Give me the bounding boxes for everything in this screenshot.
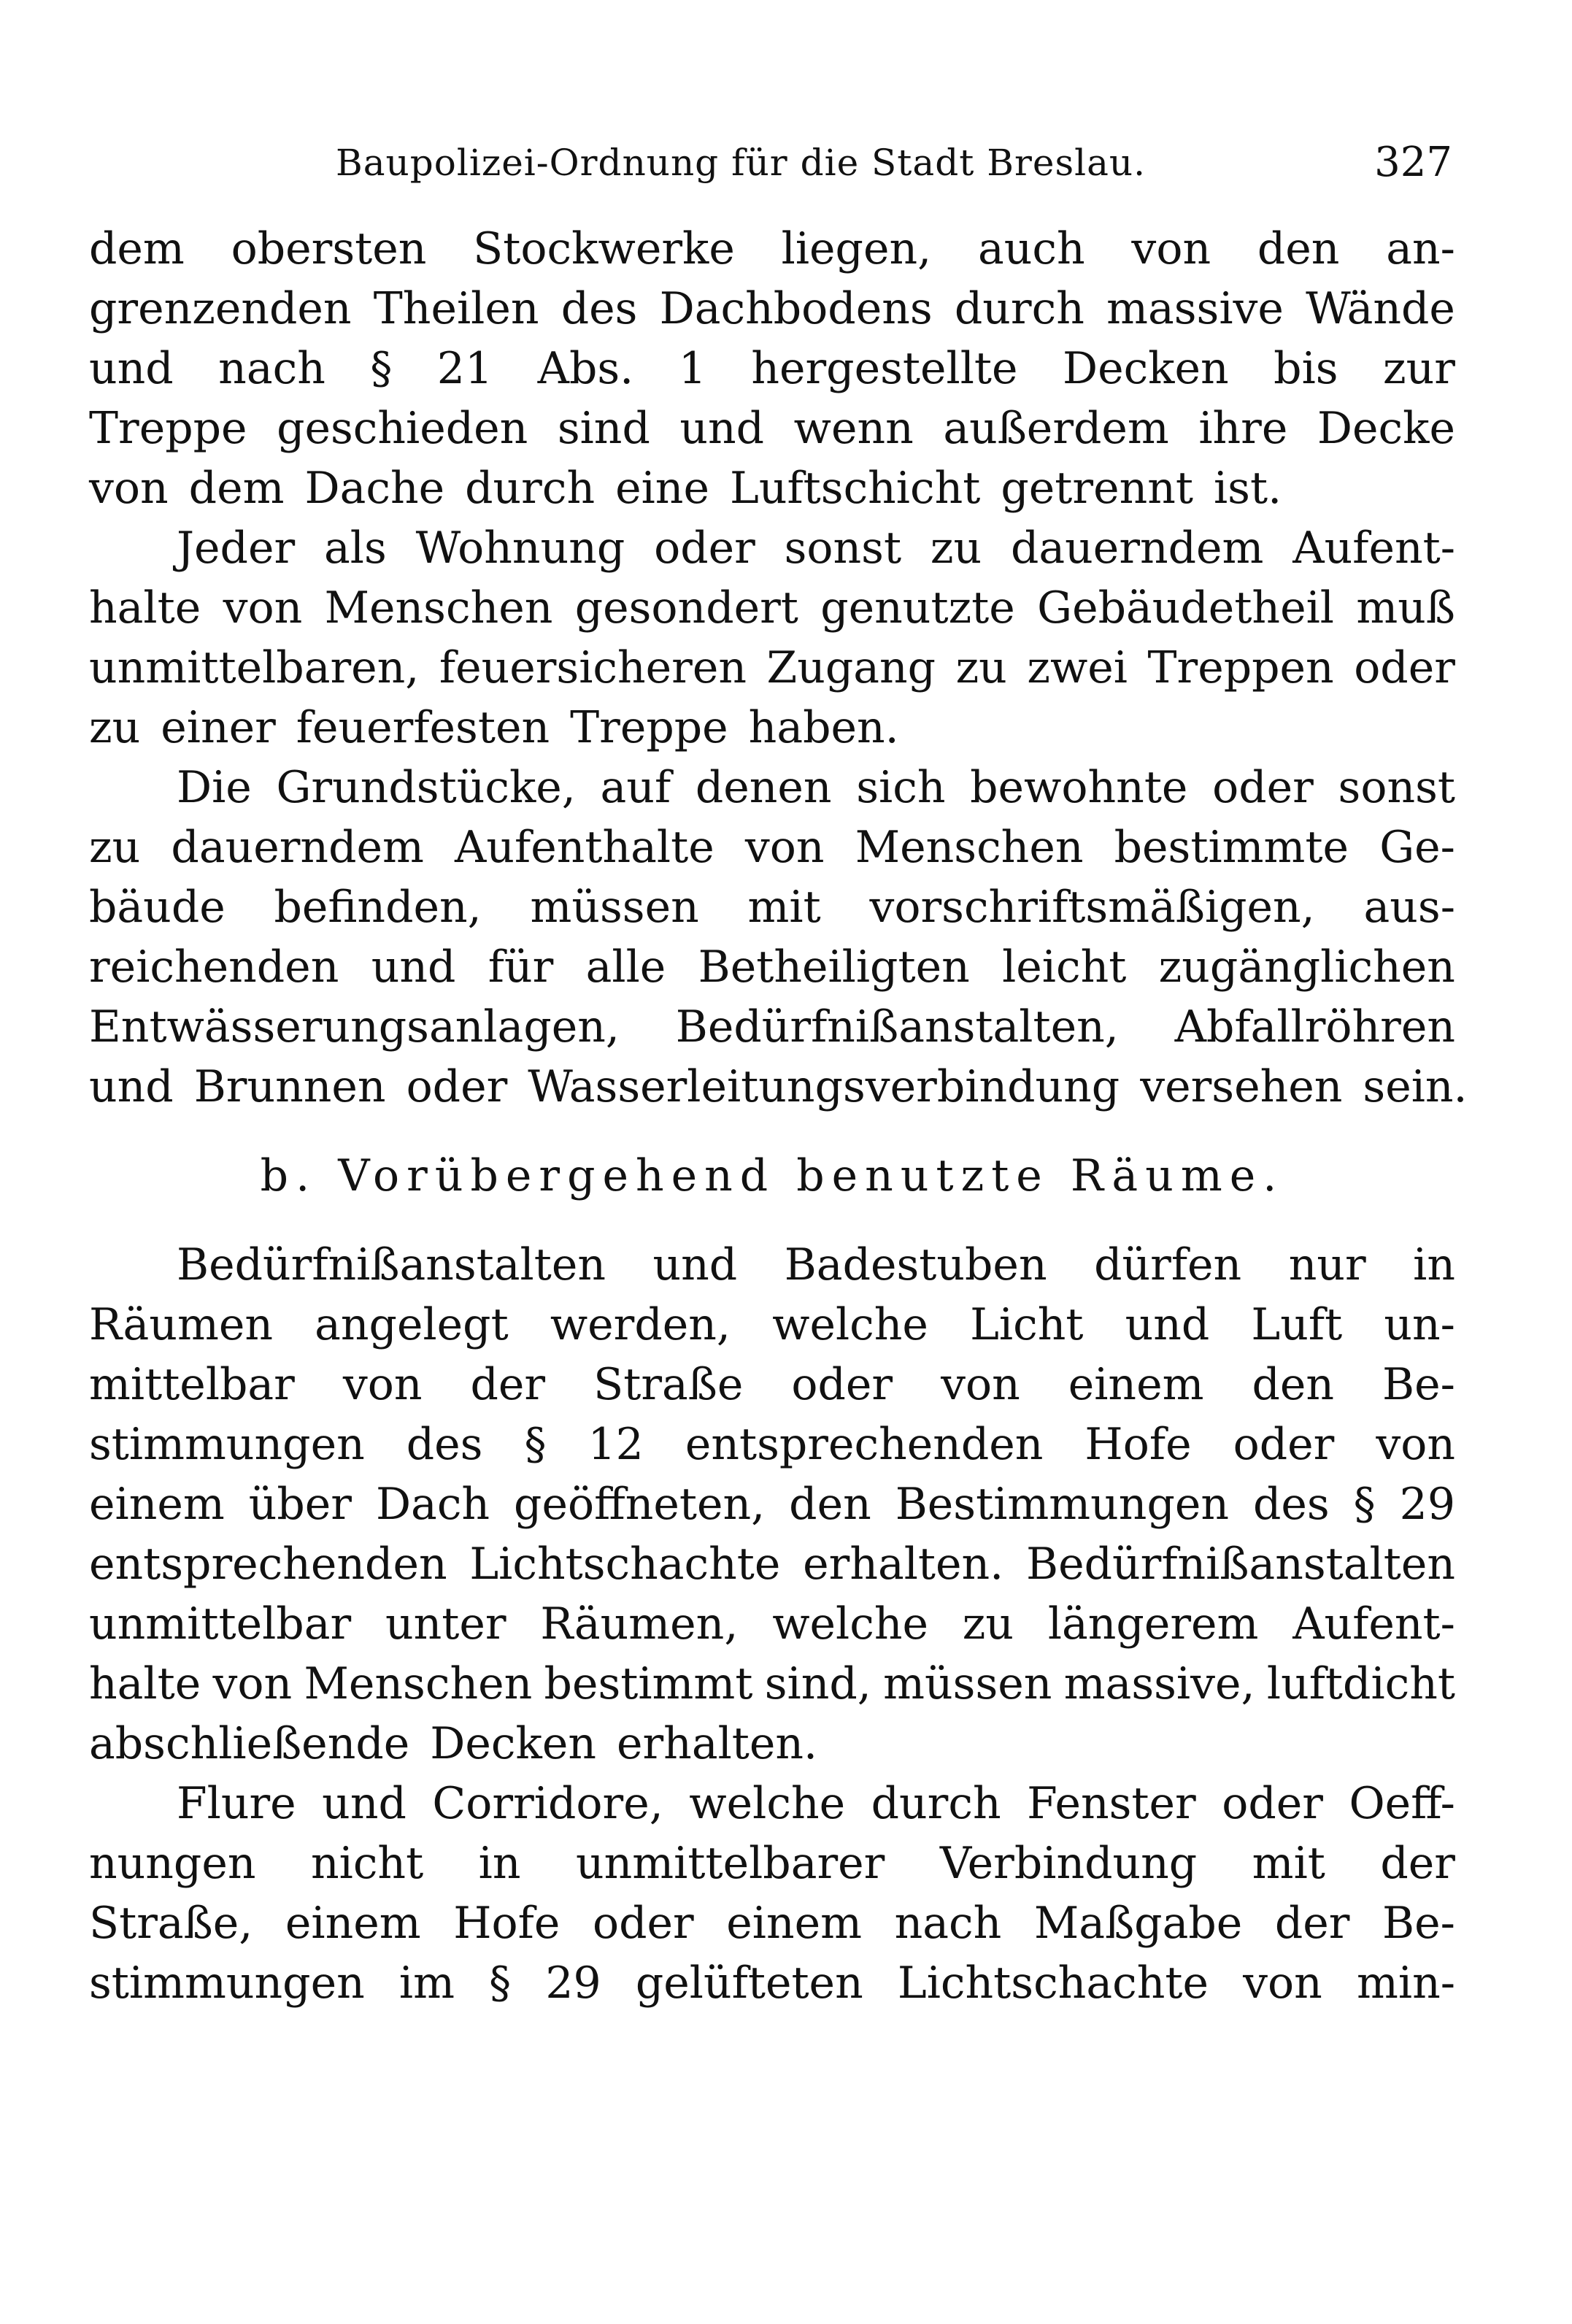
word: sich: [856, 762, 946, 813]
word: sind,: [764, 1658, 871, 1709]
word: Ge-: [1379, 822, 1455, 873]
word: von: [1376, 1419, 1455, 1470]
word: haben.: [748, 702, 899, 753]
word: Licht: [970, 1299, 1084, 1350]
word: längerem: [1047, 1598, 1259, 1650]
word: in: [1413, 1239, 1455, 1290]
word: Theilen: [373, 283, 539, 334]
word: 1: [678, 343, 706, 394]
text-line: [89, 1714, 1455, 1774]
word: zu: [955, 642, 1007, 693]
word: nach: [218, 343, 325, 394]
text-line: [89, 1893, 1455, 1953]
word: unmittelbarer: [576, 1838, 885, 1889]
word: Dache: [304, 463, 445, 514]
section-heading: b. Vorübergehend benutzte Räume.: [260, 1150, 1284, 1201]
word: oder: [1222, 1778, 1323, 1829]
word: Straße,: [89, 1898, 253, 1949]
word: bewohnte: [970, 762, 1188, 813]
word: Entwässerungsanlagen,: [89, 1001, 620, 1053]
text-line: [89, 1474, 1455, 1534]
word: sonst: [1338, 762, 1455, 813]
word: stimmungen: [89, 1958, 365, 2009]
word: un-: [1384, 1299, 1455, 1350]
text-line: [89, 518, 1455, 578]
word: nungen: [89, 1838, 256, 1889]
word: einer: [161, 702, 276, 753]
word: denen: [695, 762, 832, 813]
word: mit: [747, 882, 821, 933]
word: Be-: [1382, 1359, 1455, 1410]
word: Menschen: [855, 822, 1084, 873]
word: zugänglichen: [1158, 942, 1455, 993]
word: auch: [977, 223, 1085, 274]
word: abschließende: [89, 1718, 410, 1769]
word: entsprechenden: [89, 1539, 447, 1590]
word: halte: [89, 1658, 201, 1709]
word: min-: [1356, 1958, 1455, 2009]
word: durch: [871, 1778, 1001, 1829]
word: oder: [406, 1061, 508, 1112]
word: und: [1125, 1299, 1210, 1350]
word: an-: [1386, 223, 1455, 274]
paragraph: [89, 1774, 1455, 2013]
paragraph: [89, 758, 1468, 1117]
word: Dachbodens: [659, 283, 933, 334]
word: Luftschicht: [729, 463, 981, 514]
word: Corridore,: [432, 1778, 663, 1829]
word: von: [342, 1359, 423, 1410]
word: Aufent-: [1292, 1598, 1455, 1650]
word: dem: [89, 223, 185, 274]
word: einem: [1068, 1359, 1204, 1410]
word: Menschen: [304, 1658, 533, 1709]
word: aus-: [1363, 882, 1455, 933]
word: Wasserleitungsverbindung: [528, 1061, 1120, 1112]
word: geöffneten,: [514, 1479, 766, 1530]
word: alle: [585, 942, 666, 993]
word: mit: [1252, 1838, 1325, 1889]
word: massive,: [1063, 1658, 1255, 1709]
word: zu: [930, 523, 982, 574]
word: von: [89, 463, 169, 514]
word: obersten: [231, 223, 427, 274]
paragraph: [89, 1235, 1455, 1774]
word: welche: [689, 1778, 846, 1829]
text-line: [89, 758, 1455, 817]
word: massive: [1106, 283, 1284, 334]
word: zu: [89, 822, 141, 873]
word: von: [941, 1359, 1020, 1410]
word: ihre: [1198, 403, 1288, 454]
word: außerdem: [943, 403, 1169, 454]
word: von: [744, 822, 825, 873]
page-header: [95, 130, 1452, 196]
word: Bedürfnißanstalten: [177, 1239, 606, 1290]
word: Bedürfnißanstalten: [1025, 1539, 1455, 1590]
word: Dach: [375, 1479, 490, 1530]
text-line: [89, 1295, 1455, 1355]
paragraph: [89, 219, 1455, 518]
word: Aufent-: [1292, 523, 1455, 574]
word: Zugang: [766, 642, 936, 693]
word: 29: [1399, 1479, 1455, 1530]
word: welche: [772, 1598, 928, 1650]
word: Treppe: [570, 702, 728, 753]
word: Decken: [1062, 343, 1229, 394]
word: 29: [545, 1958, 601, 2009]
word: auf: [600, 762, 671, 813]
text-line: [89, 578, 1455, 638]
word: ist.: [1213, 463, 1282, 514]
word: und: [679, 403, 765, 454]
word: Verbindung: [939, 1838, 1198, 1889]
word: §: [1353, 1479, 1376, 1530]
word: Fenster: [1027, 1778, 1196, 1829]
text-line: [89, 1235, 1455, 1295]
word: Wände: [1306, 283, 1455, 334]
word: des: [1252, 1479, 1330, 1530]
word: sind: [557, 403, 650, 454]
word: als: [323, 523, 387, 574]
word: von: [1243, 1958, 1322, 2009]
text-line: [89, 458, 1455, 518]
text-line: [89, 1355, 1455, 1415]
word: dauerndem: [171, 822, 424, 873]
word: mittelbar: [89, 1359, 295, 1410]
word: müssen: [530, 882, 699, 933]
text-line: [89, 817, 1455, 877]
word: erhalten.: [803, 1539, 1004, 1590]
word: §: [489, 1958, 512, 2009]
word: der: [1380, 1838, 1455, 1889]
word: 12: [587, 1419, 644, 1470]
word: Luft: [1251, 1299, 1343, 1350]
text-line: [89, 399, 1455, 458]
word: Betheiligten: [698, 942, 970, 993]
word: dauerndem: [1010, 523, 1264, 574]
word: halte: [89, 582, 201, 634]
text-line: [89, 937, 1455, 997]
word: Brunnen: [193, 1061, 386, 1112]
word: bestimmt: [544, 1658, 753, 1709]
word: Lichtschachte: [469, 1539, 781, 1590]
word: grenzenden: [89, 283, 352, 334]
word: wenn: [793, 403, 914, 454]
text-line: [89, 1953, 1455, 2013]
word: und: [371, 942, 456, 993]
word: den: [789, 1479, 871, 1530]
word: einem: [89, 1479, 225, 1530]
word: zu: [962, 1598, 1014, 1650]
word: Hofe: [1084, 1419, 1192, 1470]
word: Oeff-: [1349, 1778, 1455, 1829]
word: Decken: [430, 1718, 596, 1769]
word: Abs.: [537, 343, 634, 394]
word: Gebäudetheil: [1037, 582, 1334, 634]
word: dem: [188, 463, 285, 514]
word: feuersicheren: [439, 642, 747, 693]
word: genutzte: [820, 582, 1015, 634]
word: Badestuben: [784, 1239, 1047, 1290]
word: sonst: [784, 523, 902, 574]
text-line: [89, 219, 1455, 279]
text-line: [89, 1774, 1455, 1834]
word: zur: [1383, 343, 1455, 394]
word: Treppen: [1147, 642, 1334, 693]
word: unter: [385, 1598, 506, 1650]
word: Straße: [593, 1359, 744, 1410]
word: gesondert: [574, 582, 798, 634]
word: hergestellte: [751, 343, 1018, 394]
word: Stockwerke: [473, 223, 735, 274]
word: dürfen: [1094, 1239, 1242, 1290]
word: und: [89, 1061, 174, 1112]
word: stimmungen: [89, 1419, 365, 1470]
text-line: [89, 279, 1455, 339]
word: muß: [1356, 582, 1455, 634]
word: nach: [894, 1898, 1002, 1949]
word: unmittelbaren,: [89, 642, 420, 693]
word: bestimmte: [1114, 822, 1349, 873]
word: des: [406, 1419, 483, 1470]
word: gelüfteten: [635, 1958, 863, 2009]
word: Flure: [177, 1778, 296, 1829]
word: durch: [954, 283, 1084, 334]
word: Wohnung: [415, 523, 625, 574]
word: Maßgabe: [1033, 1898, 1243, 1949]
paragraph: [89, 518, 1455, 758]
word: oder: [592, 1898, 694, 1949]
text-line: [89, 698, 1455, 758]
word: oder: [1233, 1419, 1335, 1470]
word: Menschen: [324, 582, 553, 634]
word: und: [89, 343, 174, 394]
word: Aufenthalte: [455, 822, 714, 873]
word: oder: [1354, 642, 1455, 693]
word: luftdicht: [1266, 1658, 1455, 1709]
word: der: [1274, 1898, 1350, 1949]
word: müssen: [883, 1658, 1052, 1709]
word: oder: [1212, 762, 1314, 813]
word: unmittelbar: [89, 1598, 352, 1650]
word: nur: [1288, 1239, 1366, 1290]
word: Be-: [1382, 1898, 1455, 1949]
word: oder: [654, 523, 755, 574]
word: Räumen: [89, 1299, 274, 1350]
word: von: [1131, 223, 1211, 274]
word: und: [652, 1239, 738, 1290]
word: §: [524, 1419, 547, 1470]
word: §: [370, 343, 393, 394]
word: und: [322, 1778, 407, 1829]
word: für: [488, 942, 554, 993]
word: Jeder: [177, 523, 296, 574]
text-line: [89, 1057, 1468, 1117]
word: über: [248, 1479, 352, 1530]
word: zu: [89, 702, 141, 753]
word: vorschriftsmäßigen,: [869, 882, 1315, 933]
text-line: [89, 1834, 1455, 1893]
word: Bedürfnißanstalten,: [675, 1001, 1119, 1053]
word: entsprechenden: [685, 1419, 1044, 1470]
word: des: [560, 283, 638, 334]
word: durch: [465, 463, 596, 514]
word: getrennt: [1001, 463, 1193, 514]
word: Treppe: [89, 403, 247, 454]
word: eine: [615, 463, 709, 514]
word: Räumen,: [540, 1598, 739, 1650]
text-line: [89, 339, 1455, 399]
word: feuerfesten: [296, 702, 550, 753]
word: versehen: [1140, 1061, 1343, 1112]
word: angelegt: [315, 1299, 509, 1350]
word: werden,: [550, 1299, 731, 1350]
word: leicht: [1002, 942, 1127, 993]
text-line: [89, 638, 1455, 698]
word: Abfallröhren: [1174, 1001, 1455, 1053]
word: den: [1252, 1359, 1335, 1410]
word: oder: [791, 1359, 893, 1410]
word: reichenden: [89, 942, 339, 993]
word: liegen,: [781, 223, 932, 274]
text-line: [89, 1415, 1455, 1474]
word: der: [470, 1359, 546, 1410]
word: von: [223, 582, 303, 634]
word: in: [478, 1838, 521, 1889]
word: Die: [177, 762, 252, 813]
word: einem: [726, 1898, 863, 1949]
word: erhalten.: [616, 1718, 818, 1769]
word: im: [398, 1958, 455, 2009]
word: einem: [285, 1898, 421, 1949]
word: den: [1257, 223, 1340, 274]
word: welche: [772, 1299, 928, 1350]
word: befinden,: [274, 882, 482, 933]
word: geschieden: [277, 403, 528, 454]
text-line: [89, 1654, 1455, 1714]
word: Hofe: [453, 1898, 560, 1949]
body-text: [89, 219, 1468, 2013]
word: bis: [1274, 343, 1338, 394]
word: Bestimmungen: [895, 1479, 1230, 1530]
text-line: [89, 877, 1455, 937]
word: sein.: [1363, 1061, 1468, 1112]
word: Decke: [1317, 403, 1455, 454]
word: Lichtschachte: [897, 1958, 1209, 2009]
word: bäude: [89, 882, 226, 933]
word: zwei: [1027, 642, 1128, 693]
text-line: [89, 1534, 1455, 1594]
running-title: Baupolizei-Ordnung für die Stadt Breslau.: [336, 142, 1146, 184]
word: 21: [436, 343, 493, 394]
text-line: [89, 997, 1455, 1057]
word: nicht: [310, 1838, 424, 1889]
word: von: [212, 1658, 293, 1709]
text-line: [89, 1594, 1455, 1654]
word: Grundstücke,: [276, 762, 576, 813]
page-number: 327: [1374, 139, 1452, 186]
